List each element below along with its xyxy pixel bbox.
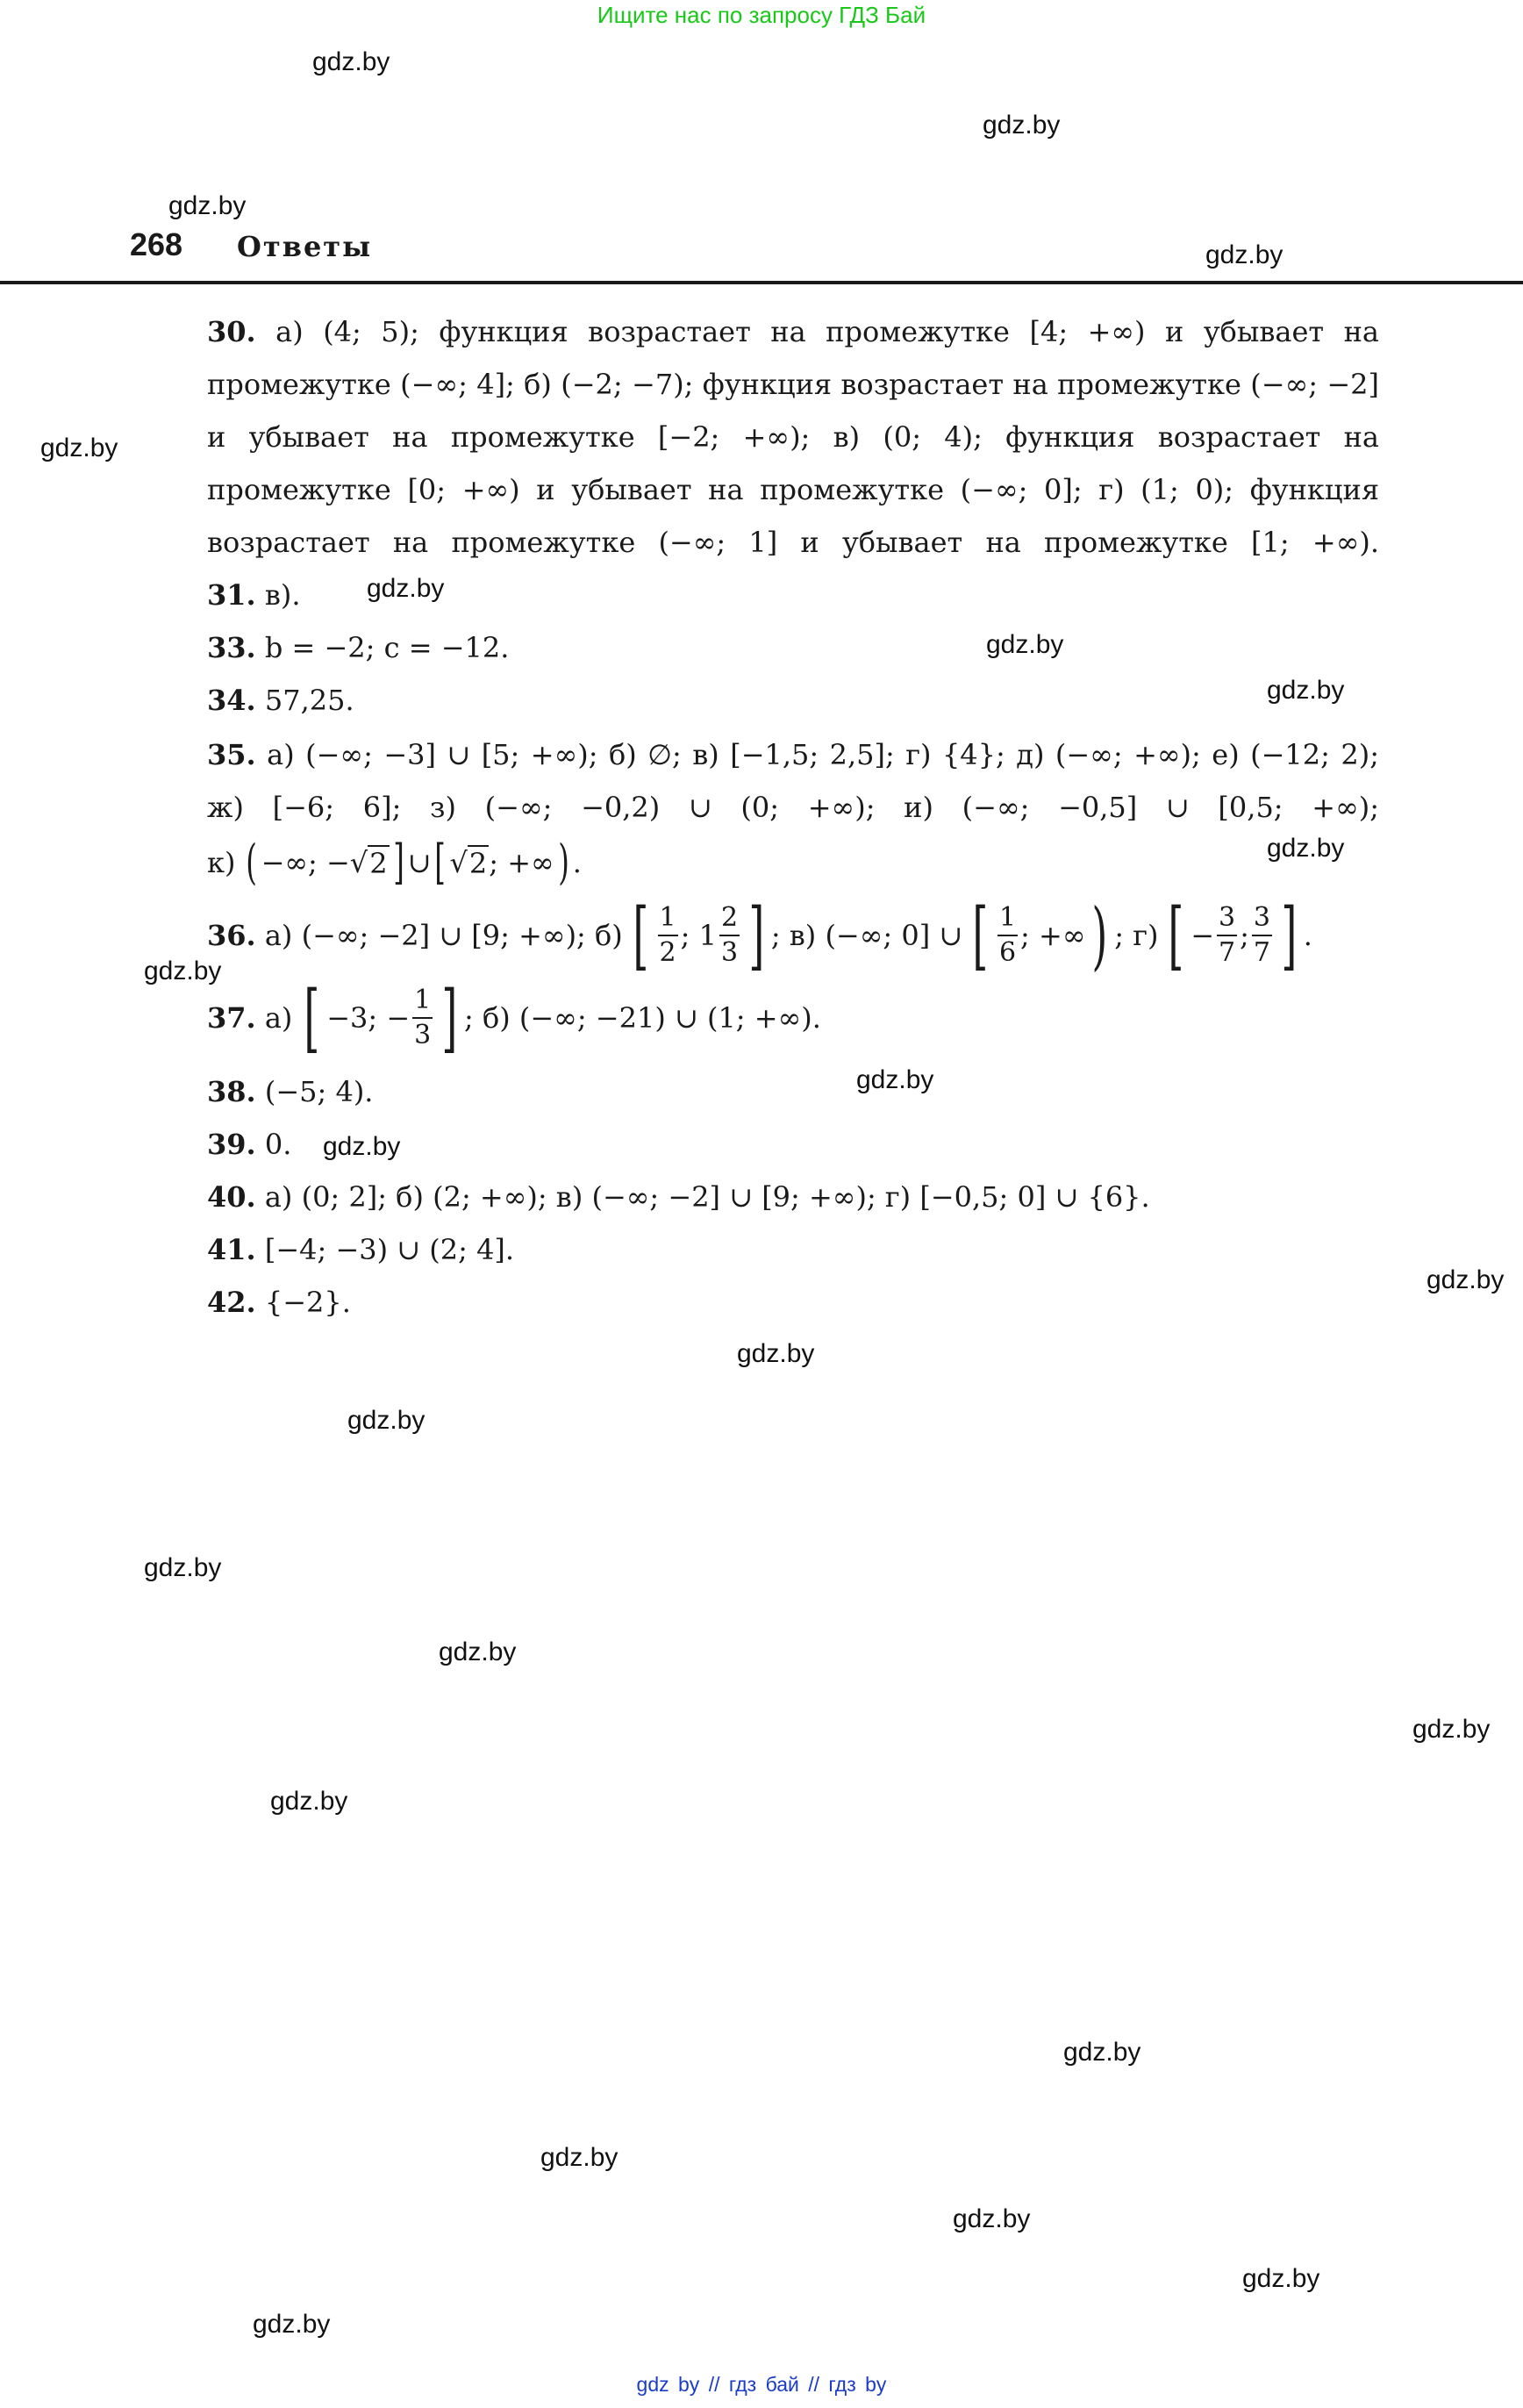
watermark: gdz.by [253,2310,331,2339]
footer-links[interactable]: gdz by // гдз бай // гдз by [636,2373,887,2396]
fraction: $\frac{1}{2}$ [659,902,676,968]
answer-35-k: к) ( −∞; − √ 2 ] ∪ [ √ 2 ; +∞ ) . [207,835,582,890]
page-number: 268 [130,226,183,262]
answer-number: 33. [207,631,256,664]
watermark: gdz.by [1426,1265,1505,1294]
interval-end: ; +∞ [1020,919,1086,952]
answer-31 [207,569,301,621]
watermark: gdz.by [1205,240,1283,269]
answer-39 [207,1118,291,1171]
page-title: Ответы [237,230,373,263]
answer-40 [207,1171,1150,1223]
top-banner[interactable]: Ищите нас по запросу ГДЗ Бай [597,2,926,28]
watermark: gdz.by [983,111,1061,140]
answer-30 [207,305,1379,569]
answer-text: а) (0; 2]; б) (2; +∞); в) (−∞; −2] ∪ [9; +∞); г) [−0,5; 0] ∪ {6}. [264,1180,1150,1214]
watermark: gdz.by [1242,2264,1320,2293]
watermark: gdz.by [168,191,247,220]
answer-36: 36. а) (−∞; −2] ∪ [9; +∞); б) [ $\frac{1}{2}$ ; 1 $\frac{2}{3}$ ] ; в) (−∞; 0] ∪ [ $\frac{1}{6}$ ; +∞ ) ; г) [ − $\frac{3}{7}$ ; $\frac{3}{7}$ ] . [207,892,1312,978]
interval-right: ; +∞ [489,846,554,879]
watermark: gdz.by [1267,676,1345,705]
answer-text: {−2}. [264,1286,351,1319]
watermark: gdz.by [323,1132,401,1161]
minus-sign: − [1191,919,1215,952]
answer-number: 41. [207,1233,256,1266]
answer-number: 38. [207,1075,256,1108]
watermark: gdz.by [439,1638,517,1666]
answer-number: 35. [207,738,256,771]
watermark: gdz.by [540,2143,618,2172]
watermark: gdz.by [737,1339,815,1368]
watermark: gdz.by [1267,834,1345,863]
watermark: gdz.by [40,434,118,462]
part-g: ; г) [1114,919,1159,952]
union-sign: ∪ [407,846,432,879]
sqrt-value: 2 [468,847,488,880]
answer-text: а) (4; 5); функция возрастает на промежутке [4; +∞) и убывает на промежутке (−∞; 4]; б) (−2; −7); функция возрастает на промежутке (−∞; −2] и убывает на промежутке [−2; +∞); в) (0; 4); функция возрастает на промежутке [0; +∞) и убывает на промежутке (−∞; 0]; г) (1; 0); функция возрастает на промежутке (−∞; 1] и убывает на промежутке [1; +∞). [207,315,1380,559]
answer-number: 42. [207,1286,256,1319]
separator: ; [1240,919,1249,952]
part-a: а) [264,1001,293,1035]
watermark: gdz.by [312,47,390,76]
part-v: ; в) (−∞; 0] ∪ [770,919,963,952]
answer-number: 31. [207,578,256,612]
answer-text: [−4; −3) ∪ (2; 4]. [264,1233,515,1266]
part-a: а) (−∞; −2] ∪ [9; +∞); б) [264,919,623,952]
watermark: gdz.by [1412,1715,1491,1744]
fraction: $\frac{1}{3}$ [414,985,432,1050]
end-dot: . [1303,919,1312,952]
watermark: gdz.by [856,1065,934,1094]
answer-38 [207,1065,373,1118]
answer-text: b = −2; c = −12. [264,631,510,664]
answer-number: 34. [207,684,256,717]
part-b: ; б) (−∞; −21) ∪ (1; +∞). [464,1001,821,1035]
answer-number: 37. [207,1001,256,1035]
answer-text: 57,25. [264,684,354,717]
watermark: gdz.by [270,1787,348,1816]
sqrt-value: 2 [369,847,388,880]
answer-number: 40. [207,1180,256,1214]
header-divider [0,281,1523,284]
answer-text: в). [264,578,301,612]
watermark: gdz.by [347,1406,425,1435]
watermark: gdz.by [144,1553,222,1582]
answer-number: 39. [207,1128,256,1161]
answer-number: 36. [207,919,256,952]
fraction: $\frac{2}{3}$ [720,902,739,968]
interval-left: −∞; − [261,846,350,879]
answer-text: (−5; 4). [264,1075,374,1108]
answer-text: а) (−∞; −3] ∪ [5; +∞); б) ∅; в) [−1,5; 2,5]; г) {4}; д) (−∞; +∞); е) (−12; 2); ж) [−6; 6]; з) (−∞; −0,2) ∪ (0; +∞); и) (−∞; −0,5] ∪ [0,5; +∞); [207,738,1380,824]
watermark: gdz.by [367,574,445,603]
watermark: gdz.by [144,957,222,985]
fraction: $\frac{3}{7}$ [1219,902,1236,968]
answer-34 [207,674,354,727]
interval-left: −3; − [326,1001,411,1035]
answer-number: 30. [207,315,256,348]
watermark: gdz.by [953,2204,1031,2233]
answer-37: 37. а) [ −3; − $\frac{1}{3}$ ] ; б) (−∞; −21) ∪ (1; +∞). [207,975,821,1061]
answer-41 [207,1223,514,1276]
answer-text: 0. [264,1128,292,1161]
watermark: gdz.by [986,630,1064,659]
fraction: $\frac{3}{7}$ [1253,902,1271,968]
fraction: $\frac{1}{6}$ [998,902,1017,968]
answer-35 [207,728,1379,834]
answer-33 [207,621,509,674]
watermark: gdz.by [1063,2038,1141,2067]
part-label: к) [207,846,236,879]
answer-42 [207,1276,351,1329]
end-dot: . [572,846,582,879]
separator: ; 1 [680,919,717,952]
